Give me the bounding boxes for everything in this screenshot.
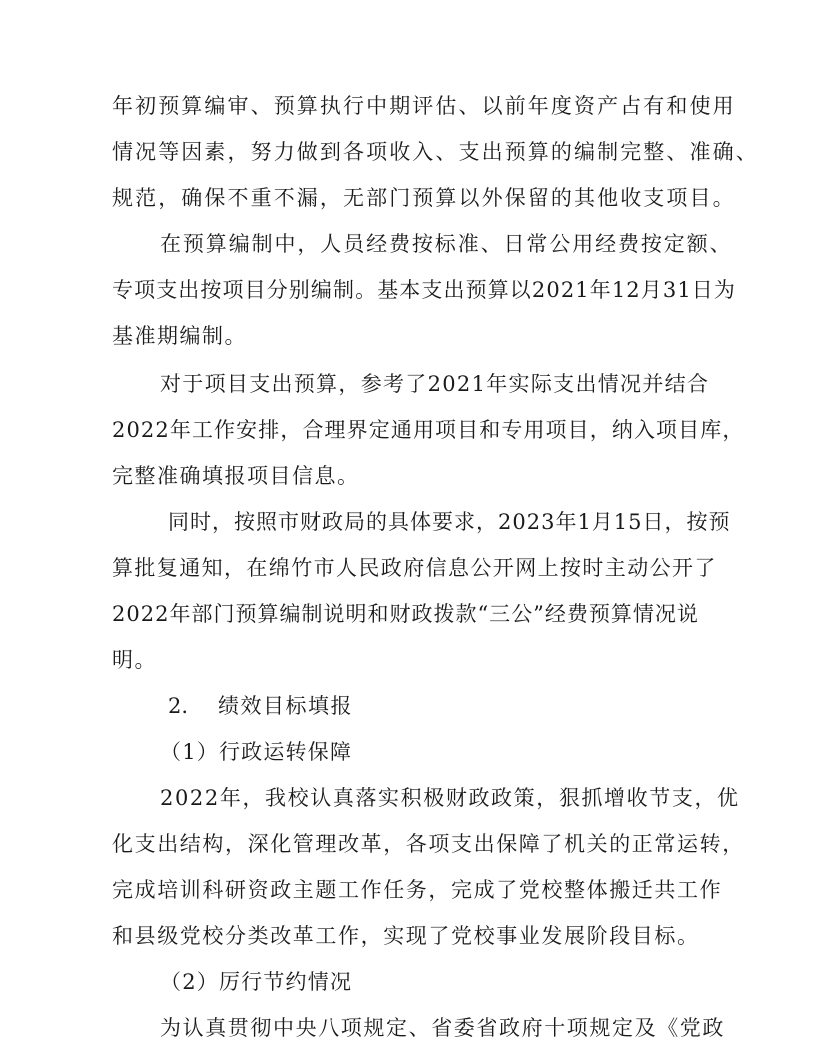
paragraph-line: 专项支出按项目分别编制。基本支出预算以2021年12月31日为 — [112, 278, 736, 302]
paragraph-line: 2022年，我校认真落实积极财政政策，狠抓增收节支，优 — [160, 786, 740, 810]
paragraph-line: 同时，按照市财政局的具体要求，2023年1月15日，按预 — [168, 510, 731, 534]
paragraph-line: 情况等因素，努力做到各项收入、支出预算的编制完整、准确、 — [112, 140, 759, 164]
section-number: 2. — [168, 694, 189, 718]
paragraph-line: 年初预算编审、预算执行中期评估、以前年度资产占有和使用 — [112, 94, 736, 118]
section-title: 绩效目标填报 — [218, 694, 353, 718]
paragraph-line: 为认真贯彻中央八项规定、省委省政府十项规定及《党政 — [160, 1016, 725, 1040]
paragraph-line: 规范，确保不重不漏，无部门预算以外保留的其他收支项目。 — [112, 186, 736, 210]
paragraph-line: 化支出结构，深化管理改革，各项支出保障了机关的正常运转， — [112, 832, 745, 856]
paragraph-line: 在预算编制中，人员经费按标准、日常公用经费按定额、 — [160, 232, 733, 256]
subsection-title: （1）行政运转保障 — [160, 740, 353, 764]
paragraph-line: 对于项目支出预算，参考了2021年实际支出情况并结合 — [160, 372, 710, 396]
paragraph-line: 完整准确填报项目信息。 — [112, 464, 360, 488]
paragraph-line: 2022年部门预算编制说明和财政拨款“三公”经费预算情况说 — [112, 602, 699, 626]
paragraph-line: 明。 — [112, 648, 157, 672]
subsection-title: （2）厉行节约情况 — [160, 970, 353, 994]
paragraph-line: 完成培训科研资政主题工作任务，完成了党校整体搬迁共工作 — [112, 878, 723, 902]
paragraph-line: 和县级党校分类改革工作，实现了党校事业发展阶段目标。 — [112, 924, 700, 948]
paragraph-line: 算批复通知，在绵竹市人民政府信息公开网上按时主动公开了 — [112, 556, 717, 580]
paragraph-line: 基准期编制。 — [112, 324, 247, 348]
paragraph-line: 2022年工作安排，合理界定通用项目和专用项目，纳入项目库， — [112, 418, 745, 442]
